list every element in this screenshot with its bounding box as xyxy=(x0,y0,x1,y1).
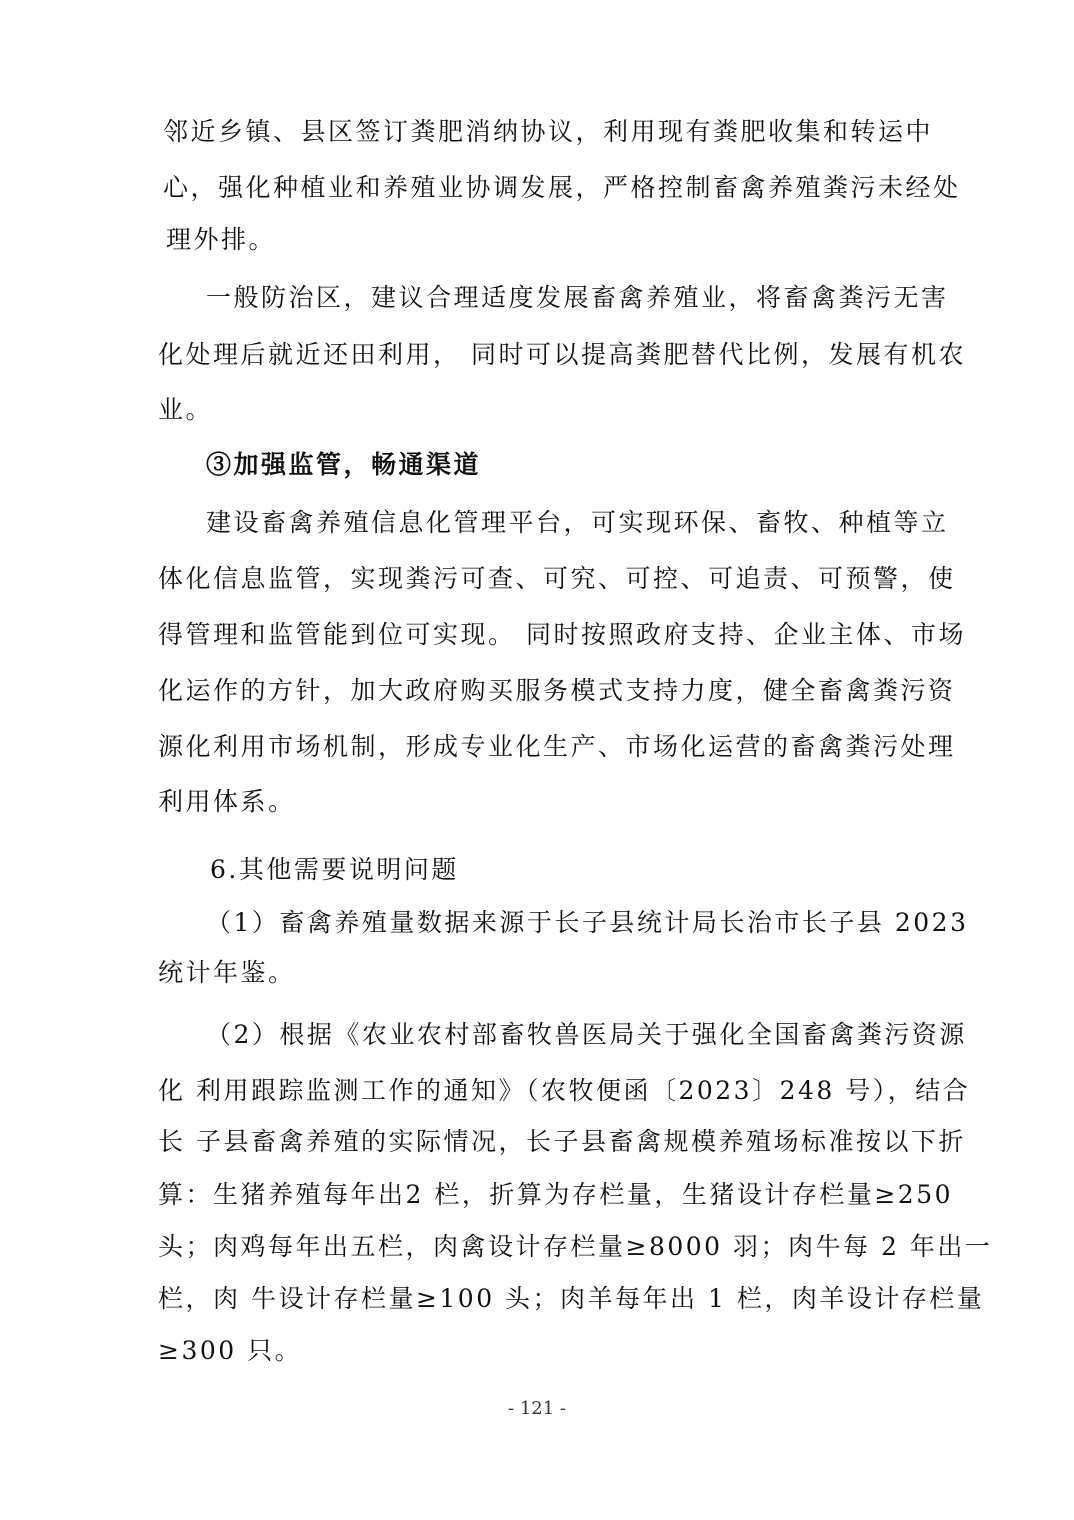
paragraph-first-line: 建设畜禽养殖信息化管理平台，可实现环保、畜牧、种植等立 xyxy=(206,508,949,537)
text-line: 源化利用市场机制，形成专业化生产、市场化运营的畜禽粪污处理 xyxy=(158,732,956,761)
text-line: 算：生猪养殖每年出2 栏，折算为存栏量，生猪设计存栏量≥250 xyxy=(158,1180,954,1209)
text-line: 利用体系。 xyxy=(158,787,296,816)
section-heading: ③加强监管，畅通渠道 xyxy=(206,450,482,479)
text-line: 心，强化种植业和养殖业协调发展，严格控制畜禽养殖粪污未经处 xyxy=(163,173,961,202)
text-line: 化 利用跟踪监测工作的通知》（农牧便函〔2023〕248 号），结合 xyxy=(158,1076,971,1105)
paragraph-first-line: 一般防治区，建议合理适度发展畜禽养殖业，将畜禽粪污无害 xyxy=(206,283,949,312)
section-heading: 6.其他需要说明问题 xyxy=(210,855,459,884)
text-line: 体化信息监管，实现粪污可查、可究、可控、可追责、可预警，使 xyxy=(158,564,956,593)
text-line: 化运作的方针，加大政府购买服务模式支持力度，健全畜禽粪污资 xyxy=(158,676,956,705)
text-line: 邻近乡镇、县区签订粪肥消纳协议，利用现有粪肥收集和转运中 xyxy=(163,117,934,146)
text-line: 长 子县畜禽养殖的实际情况，长子县畜禽规模养殖场标准按以下折 xyxy=(158,1127,966,1156)
text-line: 栏，肉 牛设计存栏量≥100 头；肉羊每年出 1 栏，肉羊设计存栏量 xyxy=(158,1284,985,1313)
page-number: - 121 - xyxy=(508,1398,566,1419)
text-line: 化处理后就近还田利用， 同时可以提高粪肥替代比例，发展有机农 xyxy=(158,340,966,369)
text-line: 头；肉鸡每年出五栏，肉禽设计存栏量≥8000 羽；肉牛每 2 年出一 xyxy=(158,1232,993,1261)
text-line: ≥300 只。 xyxy=(158,1336,303,1365)
text-line: 理外排。 xyxy=(166,225,277,254)
note-first-line: （2）根据《农业农村部畜牧兽医局关于强化全国畜禽粪污资源 xyxy=(206,1020,967,1049)
note-first-line: （1）畜禽养殖量数据来源于长子县统计局长治市长子县 2023 xyxy=(206,908,969,937)
text-line: 统计年鉴。 xyxy=(158,958,296,987)
text-line: 业。 xyxy=(158,395,214,424)
text-line: 得管理和监管能到位可实现。 同时按照政府支持、企业主体、市场 xyxy=(158,620,966,649)
